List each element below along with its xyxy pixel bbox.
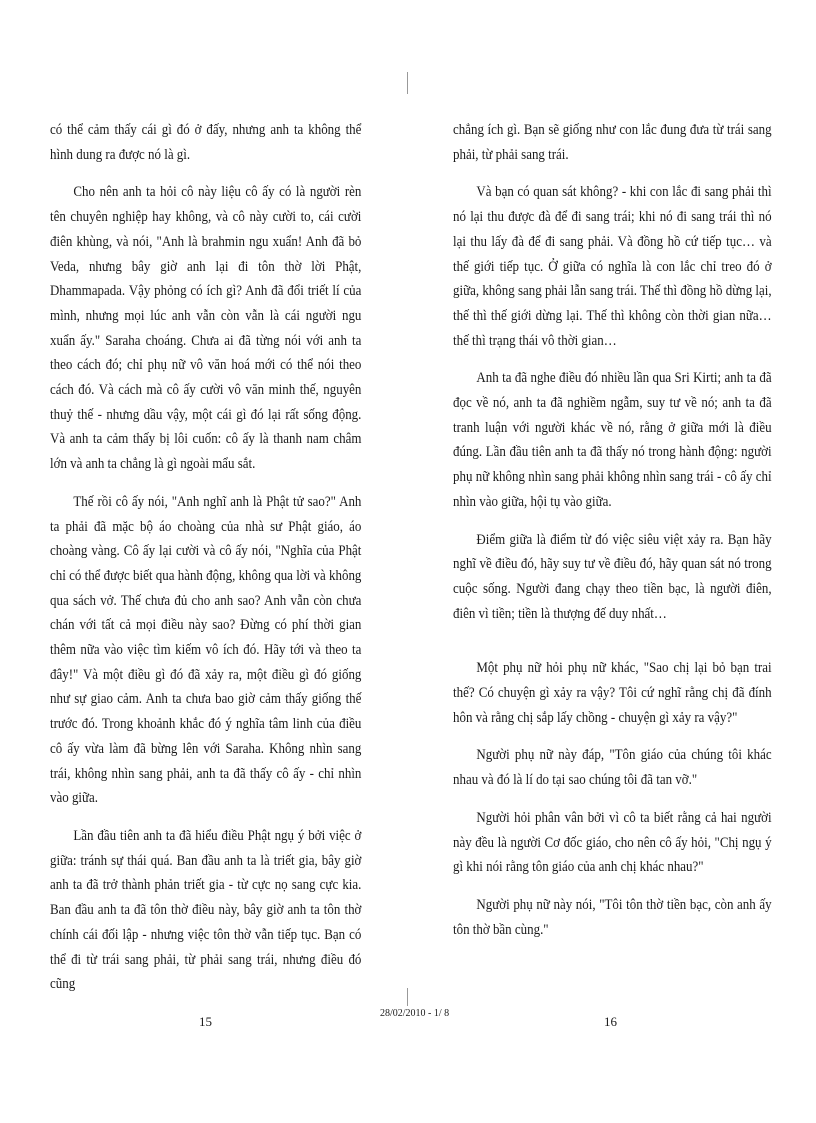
paragraph: Thế rồi cô ấy nói, "Anh nghĩ anh là Phật tử sao?" Anh ta phải đã mặc bộ áo choàng của nhà sư Phật giáo, áo choàng vàng. Cô ấy lại cười và cô ấy nói, "Nghĩa của Phật chỉ có thể được biết qua hành động, không qua lời và không qua sách vở. Thế chưa đủ cho anh sao? Anh vẫn còn chưa chán với tất cả mọi điều này sao? Đừng có phí thời gian thêm nữa vào việc tìm kiếm vô ích đó. Hãy tới và theo ta đây!" Và một điều gì đó đã xảy ra, một điều gì đó giống như sự giao cảm. Anh ta chưa bao giờ cảm thấy giống thế trước đó. Trong khoảnh khắc đó ý nghĩa tâm linh của điều cô ấy vừa làm đã bừng lên với Saraha. Không nhìn sang trái, không nhìn sang phải, anh ta đã thấy cô ấy - chỉ nhìn vào giữa. bbox=[50, 493, 362, 807]
paragraph: Lần đầu tiên anh ta đã hiểu điều Phật ngụ ý bởi việc ở giữa: tránh sự thái quá. Ban đầu anh ta là triết gia, bây giờ anh ta đã trở thành phản triết gia - từ cực nọ sang cực kia. Ban đầu anh ta đã tôn thờ điều này, bây giờ anh ta tôn thờ chính cái đối lập - nhưng việc tôn thờ vẫn tiếp tục. Bạn có thể đi từ trái sang phải, từ phải sang trái, nhưng điều đó cũng bbox=[50, 827, 362, 993]
paragraph: Người phụ nữ này đáp, "Tôn giáo của chúng tôi khác nhau và đó là lí do tại sao chúng tôi đã tan vỡ." bbox=[453, 747, 772, 789]
paragraph: Cho nên anh ta hỏi cô này liệu cô ấy có là người rèn tên chuyên nghiệp hay không, và cô này cười to, cái cười điên khùng, và nói, "Anh là brahmin ngu xuẩn! Anh đã bỏ Veda, nhưng bây giờ anh lại đi tôn thờ lời Phật, Dhammapada. Vậy phỏng có ích gì? Anh đã đổi triết lí của mình, nhưng mọi lúc anh vẫn còn vẫn là cái người ngu xuẩn ấy." Saraha choáng. Chưa ai đã từng nói với anh ta theo cách đó; chỉ phụ nữ vô văn hoá mới có thể nói theo cách đó. Và cách mà cô ấy cười vô văn minh thế, nguyên thuỷ thế - nhưng dầu vậy, một cái gì đó lại rất sống động. Và anh ta cảm thấy bị lôi cuốn: cô ấy là thanh nam châm lớn và anh ta chẳng là gì ngoài mẩu sắt. bbox=[50, 184, 362, 473]
paragraph: Anh ta đã nghe điều đó nhiều lần qua Sri Kirti; anh ta đã đọc về nó, anh ta đã nghiềm ngẫm, suy tư về nó; anh ta đã tranh luận với người khác về nó, rằng ở giữa mới là điều đúng. Lần đầu tiên anh ta đã thấy nó trong hành động: người phụ nữ không nhìn sang phải không nhìn sang trái - cô ấy chỉ nhìn vào giữa, hội tụ vào giữa. bbox=[453, 370, 772, 510]
paragraph: Một phụ nữ hỏi phụ nữ khác, "Sao chị lại bỏ bạn trai thế? Có chuyện gì xảy ra vậy? Tôi cứ nghĩ rằng chị đã đính hôn và rằng chị sắp lấy chồng - chuyện gì xảy ra vậy?" bbox=[453, 660, 772, 726]
paragraph: có thể cảm thấy cái gì đó ở đấy, nhưng anh ta không thể hình dung ra được nó là gì. bbox=[50, 122, 362, 163]
paragraph: Người phụ nữ này nói, "Tôi tôn thờ tiền bạc, còn anh ấy tôn thờ bần cùng." bbox=[453, 896, 772, 938]
right-page-number: 16 bbox=[604, 1014, 617, 1029]
paragraph: Người hỏi phân vân bởi vì cô ta biết rằng cả hai người này đều là người Cơ đốc giáo, cho nên cô ấy hỏi, "Chị ngụ ý gì khi nói rằng tôn giáo của anh chị khác nhau?" bbox=[453, 809, 772, 876]
fold-mark-bottom bbox=[407, 988, 408, 1006]
paragraph: Điểm giữa là điểm từ đó việc siêu việt xảy ra. Bạn hãy nghĩ về điều đó, hãy suy tư về điều đó, hãy quan sát nó trong cuộc sống. Người đang chạy theo tiền bạc, là người điên, điên vì tiền; tiền là thượng đế duy nhất… bbox=[453, 531, 772, 622]
paragraph: Và bạn có quan sát không? - khi con lắc đi sang phải thì nó lại thu được đà để đi sang trái; khi nó đi sang trái thì nó lại thu lấy đà để đi sang phải. Và đồng hồ cứ tiếp tục… và thế giới tiếp tục. Ở giữa có nghĩa là con lắc chỉ treo đó ở giữa, không sang phải lẫn sang trái. Thế thì đồng hồ dừng lại, thế thì thế giới dừng lại. Thế thì không còn thời gian nữa… thế thì trạng thái vô thời gian… bbox=[453, 184, 772, 349]
fold-mark-top bbox=[407, 72, 408, 94]
paragraph: chẳng ích gì. Bạn sẽ giống như con lắc đung đưa từ trái sang phải, từ phải sang trái. bbox=[453, 122, 772, 163]
print-date-stamp: 28/02/2010 - 1/ 8 bbox=[380, 1008, 450, 1019]
right-page-column bbox=[453, 118, 772, 955]
left-page-number: 15 bbox=[199, 1014, 212, 1029]
left-page-column bbox=[50, 118, 361, 1010]
